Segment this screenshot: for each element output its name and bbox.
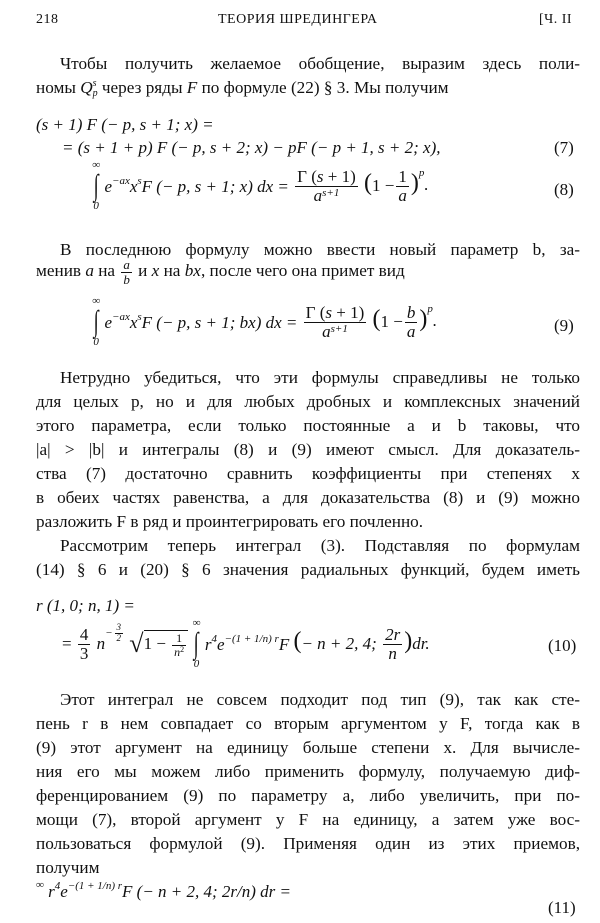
equation-8-tag: (8) bbox=[554, 180, 574, 199]
paragraph-3-line-4: |a| > |b| и интегралы (8) и (9) имеют смысл. Для доказатель- bbox=[36, 440, 580, 459]
paragraph-4-line-1: Рассмотрим теперь интеграл (3). Подставляя по формулам bbox=[60, 536, 580, 555]
paragraph-4-line-2: (14) § 6 и (20) § 6 значения радиальных функций, будем иметь bbox=[36, 560, 580, 579]
equation-9-tag: (9) bbox=[554, 316, 574, 335]
paragraph-3-line-3: этого параметра, если только постоянные a и b таковы, что bbox=[36, 416, 580, 435]
equation-9: ∞ ∫ 0 $e^{-ax}x^sF$ (− p, s + 1; bx) dx = $\frac{\Gamma (s + 1)}{a^{s+1}}$ (1 − $\frac{b}{a}$ )$^p$. bbox=[92, 295, 438, 348]
paragraph-1-line-1: Чтобы получить желаемое обобщение, выразим здесь поли- bbox=[60, 54, 580, 73]
paragraph-3-line-7: разложить F в ряд и проинтегрировать его почленно. bbox=[36, 512, 424, 531]
paragraph-5-line-2: пень r в нем совпадает со вторым аргументом у F, тогда как в bbox=[36, 714, 580, 733]
paragraph-5-line-1: Этот интеграл не совсем подходит под тип (9), так как сте- bbox=[60, 690, 580, 709]
equation-7-line-2: = (s + 1 + p) F (− p, s + 2; x) − pF (− p + 1, s + 2; x), bbox=[62, 138, 441, 157]
paragraph-2-line-2-render: менив a на $\frac{a}{b}$ и x на bx, после чего она примет вид bbox=[36, 257, 405, 287]
paragraph-1-line-2-render: номы Q s p через ряды F по формуле (22) § 3. Мы получим bbox=[36, 78, 449, 100]
equation-7-line-1: (s + 1) F (− p, s + 1; x) = bbox=[36, 115, 214, 134]
equation-11-tag: (11) bbox=[548, 898, 576, 917]
equation-10-tag: (10) bbox=[548, 636, 577, 655]
paragraph-5-line-4: ния его мы можем либо применить формулу, получаемую диф- bbox=[36, 762, 580, 781]
paragraph-5-line-8: получим bbox=[36, 858, 100, 877]
paragraph-5-line-7: пользоваться формулой (9). Применяя один из этих приемов, bbox=[36, 834, 580, 853]
paragraph-5-line-5: ференцированием (9) по параметру a, либо увеличить, при по- bbox=[36, 786, 580, 805]
paragraph-5-line-3: (9) этот аргумент на единицу больше степени x. Для вычисле- bbox=[36, 738, 580, 757]
equation-7-tag: (7) bbox=[554, 138, 574, 157]
paragraph-3-line-2: для целых p, но и для любых дробных и комплексных значений bbox=[36, 392, 580, 411]
paragraph-5-line-6: мощи (7), второй аргумент у F на единицу, а затем уже вос- bbox=[36, 810, 580, 829]
equation-10-line-1: r (1, 0; n, 1) = bbox=[36, 596, 135, 615]
paragraph-2-line-1: В последнюю формулу можно ввести новый параметр b, за- bbox=[60, 240, 580, 259]
equation-10-line-2: = $\frac{4}{3}$ $n^{- \frac{3}{2}}$ √1 − $\frac{1}{n^2}$ ∞ ∫ 0 $r^4e^{-(1 + 1/n) r}F$ (− n + 2, 4; $\frac{2r}{n}$ )dr. bbox=[62, 617, 430, 670]
equation-11: ∞ $r^4e^{-(1 + 1/n) r}F$ (− n + 2, 4; 2r/n) dr = bbox=[36, 880, 292, 901]
paragraph-3-line-5: ства (7) достаточно сравнить коэффициенты при степенях x bbox=[36, 464, 580, 483]
running-title: ТЕОРИЯ ШРЕДИНГЕРА bbox=[218, 12, 378, 27]
equation-8: ∞ ∫ 0 $e^{-ax}x^sF$ (− p, s + 1; x) dx = $\frac{\Gamma (s + 1)}{a^{s+1}}$ (1 − $\frac{1}{a}$ )$^p$. bbox=[92, 159, 429, 212]
paragraph-3-line-1: Нетрудно убедиться, что эти формулы справедливы не только bbox=[60, 368, 580, 387]
page-number: 218 bbox=[36, 12, 59, 27]
chapter-label: [Ч. II bbox=[539, 12, 573, 27]
paragraph-3-line-6: в обеих частях равенства, а для доказательства (8) и (9) можно bbox=[36, 488, 580, 507]
